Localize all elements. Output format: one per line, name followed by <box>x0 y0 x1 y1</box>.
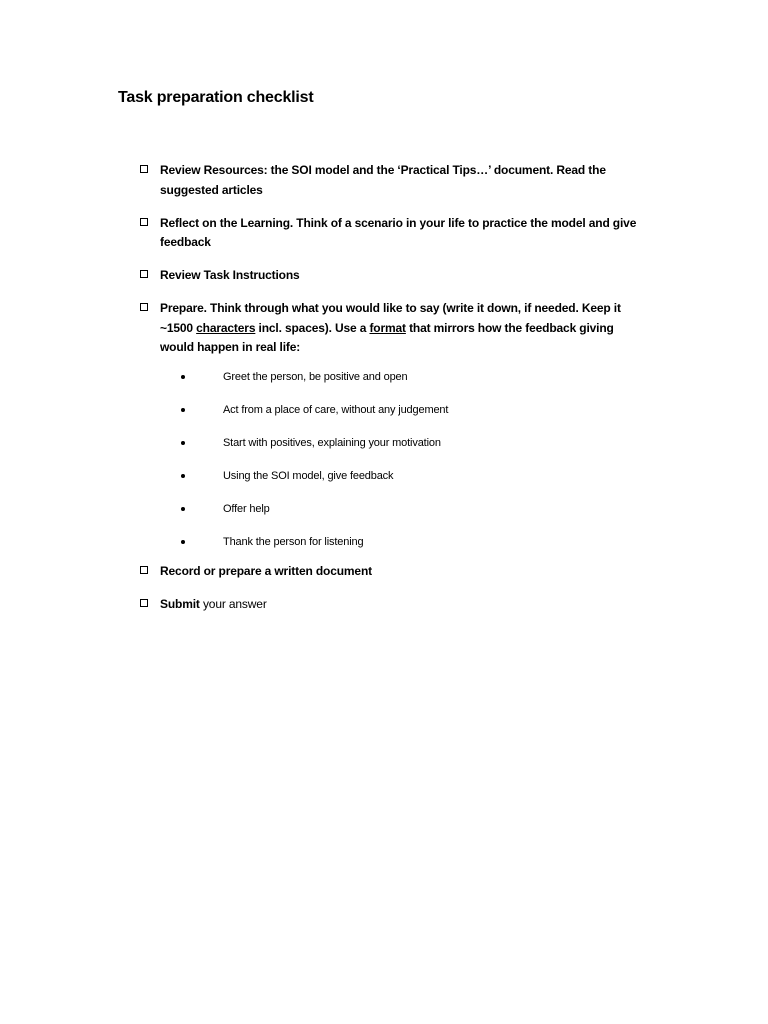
list-item <box>181 535 660 549</box>
checklist-item-reflect <box>139 214 639 253</box>
checkbox-icon[interactable] <box>140 303 148 311</box>
list-item <box>181 370 660 384</box>
checklist-item-text: Record or prepare a written document <box>160 564 372 578</box>
format-link[interactable]: format <box>369 320 406 335</box>
checklist-item-text: Review Resources: the SOI model and the ‘Practical Tips…’ document. Read the suggested articles <box>160 163 606 197</box>
list-item <box>181 403 660 417</box>
checkbox-icon[interactable] <box>140 270 148 278</box>
feedback-steps-list <box>160 370 639 549</box>
page-title: Task preparation checklist <box>118 89 314 106</box>
checklist-item-text: Review Task Instructions <box>160 268 300 282</box>
checklist-item-text: Submit <box>160 597 200 611</box>
checklist-item-review-instructions <box>139 266 639 286</box>
list-item-text: Greet the person, be positive and open <box>223 370 408 383</box>
list-item-text: Start with positives, explaining your motivation <box>223 436 441 449</box>
checkbox-icon[interactable] <box>140 566 148 574</box>
checklist-item-text-part: incl. spaces). Use a <box>255 320 370 335</box>
checklist-item-submit <box>139 595 639 615</box>
bullet-icon <box>181 474 185 478</box>
checklist-item-prepare <box>139 299 639 549</box>
characters-link[interactable]: characters <box>196 320 256 335</box>
bullet-icon <box>181 408 185 412</box>
checklist-item-text-part: Prepare. Think through what you would like to say (write it down, if needed. Keep it ~1500 <box>160 301 621 335</box>
list-item-text: Act from a place of care, without any judgement <box>223 403 449 416</box>
checklist-item-text-part: that mirrors how the feedback giving would happen in real life: <box>160 320 614 354</box>
list-item-text: Thank the person for listening <box>223 535 364 548</box>
bullet-icon <box>181 507 185 511</box>
list-item <box>181 469 660 483</box>
bullet-icon <box>181 540 185 544</box>
checklist-item-text-part: your answer <box>199 597 267 611</box>
bullet-icon <box>181 375 185 379</box>
checkbox-icon[interactable] <box>140 218 148 226</box>
checkbox-icon[interactable] <box>140 165 148 173</box>
task-checklist <box>139 161 639 628</box>
checklist-item-record <box>139 562 639 582</box>
list-item-text: Using the SOI model, give feedback <box>223 469 394 482</box>
checkbox-icon[interactable] <box>140 599 148 607</box>
list-item-text: Offer help <box>223 502 270 515</box>
checklist-item-text: Reflect on the Learning. Think of a scenario in your life to practice the model and give feedback <box>160 215 637 249</box>
checklist-item-review-resources <box>139 161 639 200</box>
bullet-icon <box>181 441 185 445</box>
list-item <box>181 436 660 450</box>
list-item <box>181 502 660 516</box>
